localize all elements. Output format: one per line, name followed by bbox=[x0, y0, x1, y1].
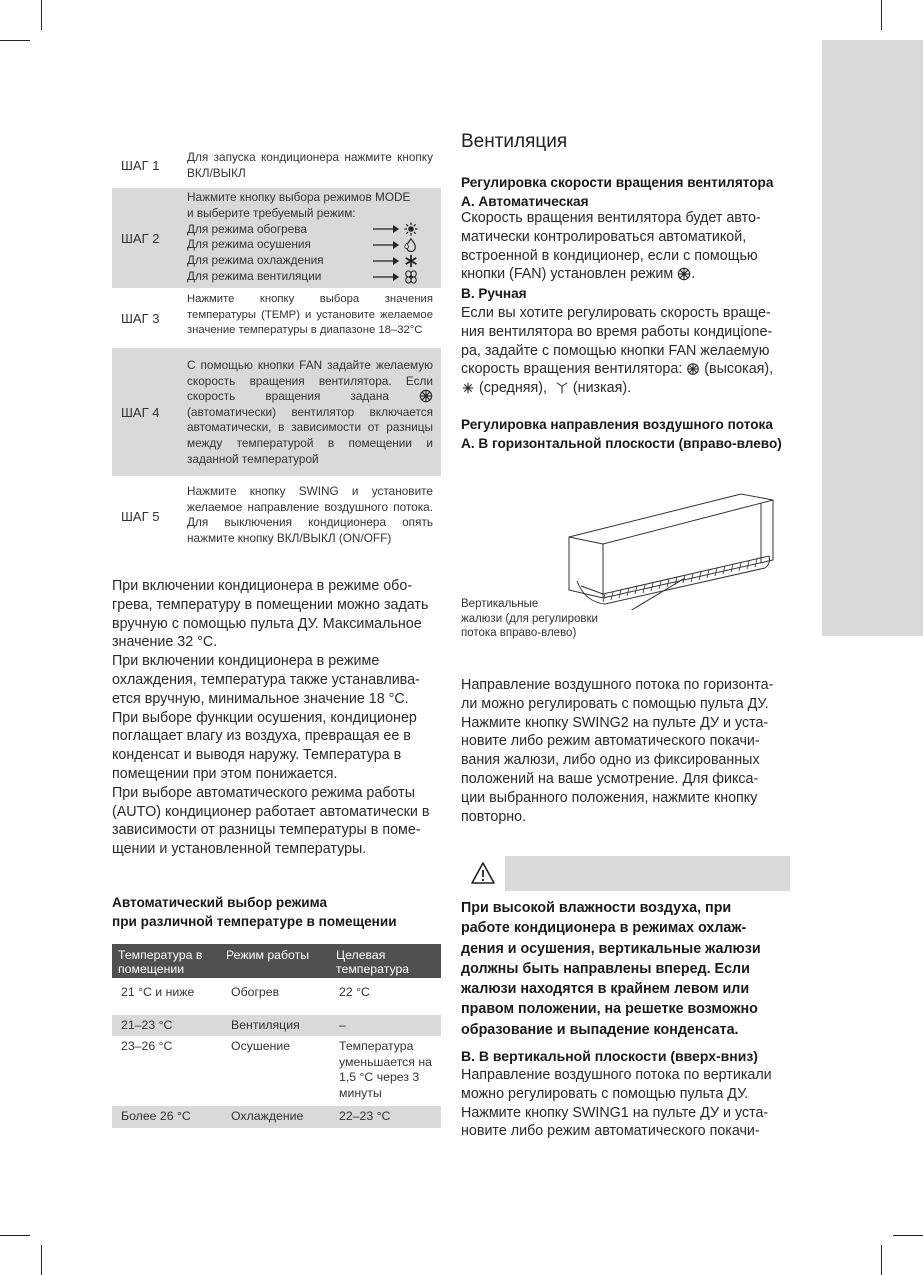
text-line: зависимости от разницы температуры в поме- bbox=[112, 822, 421, 839]
fan-auto-icon bbox=[677, 267, 691, 281]
step-row bbox=[112, 188, 441, 288]
table-cell: Обогрев bbox=[231, 985, 280, 999]
step-row bbox=[112, 288, 441, 348]
text-line: жалюзи находятся в крайнем левом или bbox=[461, 981, 750, 998]
fan-icon bbox=[403, 270, 419, 284]
table-cell: 22–23 °C bbox=[339, 1109, 391, 1123]
text-line: (AUTO) кондиционер работает автоматически в bbox=[112, 803, 430, 820]
crop-mark bbox=[881, 1245, 882, 1275]
direction-heading bbox=[461, 416, 782, 453]
heading-line: A. В горизонтальной плоскости (вправо-влево) bbox=[461, 435, 782, 451]
text-line: матически контролироваться автоматикой, bbox=[461, 228, 747, 245]
heading-line: Регулировка направления воздушного потока bbox=[461, 417, 773, 432]
heading-line: A. Автоматическая bbox=[461, 193, 589, 209]
step-label: ШАГ 1 bbox=[121, 157, 160, 173]
mode-line bbox=[187, 222, 433, 238]
text-line: ли можно регулировать с помощью пульта ДУ. bbox=[461, 695, 769, 712]
warning-bar bbox=[461, 856, 790, 891]
vertical-text bbox=[461, 1066, 801, 1141]
step-row bbox=[112, 476, 441, 556]
speed-low-label: (низкая). bbox=[572, 380, 632, 397]
text-line: значение 32 °C. bbox=[112, 634, 218, 651]
text-line: охлаждения, температура также устанавлива- bbox=[112, 671, 420, 688]
text-line: Нажмите кнопку SWING1 на пульте ДУ и уста- bbox=[461, 1104, 769, 1121]
header-cell: Температура в помещении bbox=[118, 948, 203, 976]
text-line: Скорость вращения вентилятора будет авто- bbox=[461, 210, 761, 226]
step-label: ШАГ 4 bbox=[121, 404, 160, 420]
crop-mark bbox=[41, 1245, 42, 1275]
table-cell: Более 26 °C bbox=[121, 1109, 191, 1123]
step-row bbox=[112, 142, 441, 188]
text-line: новите либо режим автоматического покачи- bbox=[461, 733, 760, 750]
header-cell: Режим работы bbox=[226, 948, 310, 962]
mode-text: Для режима вентиляции bbox=[187, 268, 322, 283]
snowflake-icon bbox=[403, 254, 419, 268]
text-line: образование и выпадение конденсата. bbox=[461, 1021, 739, 1038]
table-row bbox=[112, 1106, 441, 1128]
auto-fan-text bbox=[461, 209, 801, 284]
text-line: Направление воздушного потока по горизонта- bbox=[461, 677, 774, 693]
table-row bbox=[112, 1015, 441, 1036]
step-text: Нажмите кнопку SWING и установите желаемое направление воздушного потока. Для выключения кондиционера опять нажмите кнопку ВКЛ/ВЫКЛ (ON/OFF) bbox=[187, 484, 433, 545]
table-row bbox=[112, 978, 441, 1015]
step-text-part: С помощью кнопки FAN задайте желаемую скорость вращения вентилятора. Если скорость вращения задана bbox=[187, 358, 433, 404]
step-row bbox=[112, 348, 441, 476]
text-line: грева, температуру в помещении можно задать bbox=[112, 596, 429, 613]
warning-icon bbox=[470, 861, 496, 885]
text-line: можно регулировать с помощью пульта ДУ. bbox=[461, 1085, 749, 1102]
mode-text: Для режима обогрева bbox=[187, 221, 307, 236]
mode-text: Для режима охлаждения bbox=[187, 253, 324, 268]
arrow-icon bbox=[373, 272, 399, 282]
speed-mid-label: (средняя), bbox=[478, 380, 547, 397]
table-header bbox=[112, 944, 441, 978]
fan-medium-icon bbox=[461, 381, 475, 395]
text-line: повторно. bbox=[461, 808, 527, 825]
text-line: помещении при этом понижается. bbox=[112, 765, 338, 782]
table-cell: 21 °C и ниже bbox=[121, 985, 195, 999]
table-cell: Температура уменьшается на 1,5 °C через 3 минуты bbox=[339, 1039, 432, 1100]
text-line: новите либо режим автоматического покачи- bbox=[461, 1123, 760, 1140]
text-line: ции выбранного положения, нажмите кнопку bbox=[461, 789, 758, 806]
step-text bbox=[185, 348, 441, 476]
step-label: ШАГ 2 bbox=[121, 230, 160, 246]
table-cell: Осушение bbox=[231, 1039, 291, 1053]
vertical-title: B. В вертикальной плоскости (вверх-вниз) bbox=[461, 1048, 758, 1064]
mode-line bbox=[187, 269, 433, 285]
heading-line: Автоматический выбор режима bbox=[112, 895, 328, 910]
step-label: ШАГ 3 bbox=[121, 310, 160, 326]
table-cell: 21–23 °C bbox=[121, 1018, 173, 1032]
text-line: При выборе автоматического режима работы bbox=[112, 784, 415, 801]
step-text bbox=[185, 188, 441, 288]
table-cell: Вентиляция bbox=[231, 1018, 300, 1032]
caption-line: Вертикальные bbox=[461, 598, 539, 610]
text-line: ра, задайте с помощью кнопки FAN желаемую bbox=[461, 342, 770, 359]
text-line: работе кондиционера в режимах охлаж- bbox=[461, 920, 747, 937]
text-part: скорость вращения вентилятора: bbox=[461, 361, 683, 378]
caption-line: жалюзи (для регулировки bbox=[461, 612, 598, 625]
left-body-text bbox=[112, 577, 447, 859]
arrow-icon bbox=[373, 256, 399, 266]
arrow-icon bbox=[373, 224, 399, 234]
heading-line: при различной температуре в помещении bbox=[112, 913, 397, 929]
step-text: Для запуска кондиционера нажмите кнопку ВКЛ/ВЫКЛ bbox=[187, 150, 433, 180]
text-line bbox=[461, 379, 801, 398]
heading-line: Регулировка скорости вращения вентилятора bbox=[461, 175, 774, 190]
text-line: дения и осушения, вертикальные жалюзи bbox=[461, 940, 761, 957]
text-line: поглащает влагу из воздуха, превращая ее в bbox=[112, 728, 411, 745]
auto-mode-table bbox=[112, 944, 441, 1128]
manual-title: B. Ручная bbox=[461, 286, 527, 301]
section-title: Вентиляция bbox=[461, 131, 568, 152]
auto-mode-heading bbox=[112, 894, 397, 931]
text-line bbox=[461, 360, 801, 379]
crop-mark bbox=[41, 0, 42, 30]
text-line: правом положении, на решетке возможно bbox=[461, 1001, 758, 1018]
table-row bbox=[112, 1036, 441, 1106]
caption-line: потока вправо-влево) bbox=[461, 627, 577, 639]
speed-high-label: (высокая), bbox=[704, 361, 774, 378]
ac-unit-illustration bbox=[565, 490, 780, 610]
text-line: вручную с помощью пульта ДУ. Максимальное bbox=[112, 615, 422, 632]
text-line: При включении кондиционера в режиме обо- bbox=[112, 578, 413, 594]
table-cell: Охлаждение bbox=[231, 1109, 304, 1123]
crop-mark bbox=[881, 0, 882, 30]
sun-icon bbox=[403, 222, 419, 236]
text-line: встроенной в кондиционер, если с помощью bbox=[461, 247, 758, 264]
text-line: Если вы хотите регулировать скорость враще- bbox=[461, 305, 771, 321]
text-line: ния вентилятора во время работы кондицione- bbox=[461, 323, 773, 340]
warning-text bbox=[461, 898, 791, 1040]
step-label: ШАГ 5 bbox=[121, 508, 160, 524]
text-line: кнопки (FAN) установлен режим . bbox=[461, 266, 696, 283]
text-part: кнопки (FAN) установлен режим bbox=[461, 266, 674, 283]
fan-auto-icon bbox=[419, 389, 433, 403]
text-line: При выборе функции осушения, кондиционер bbox=[112, 709, 417, 726]
fan-heading bbox=[461, 174, 773, 211]
step-intro: и выберите требуемый режим: bbox=[187, 205, 356, 220]
warning-icon-box bbox=[461, 856, 505, 891]
crop-mark bbox=[0, 40, 30, 41]
mode-text: Для режима осушения bbox=[187, 237, 311, 252]
text-line: ется вручную, минимальное значение 18 °C. bbox=[112, 690, 409, 707]
header-cell: Целевая температура bbox=[336, 948, 410, 976]
manual-fan-text bbox=[461, 304, 801, 398]
crop-mark bbox=[0, 1235, 30, 1236]
text-line: должны быть направлены вперед. Если bbox=[461, 960, 750, 977]
mode-line bbox=[187, 253, 433, 269]
step-intro: Нажмите кнопку выбора режимов MODE bbox=[187, 190, 411, 204]
drop-icon bbox=[403, 238, 419, 252]
mode-line bbox=[187, 237, 433, 253]
side-tab bbox=[822, 40, 923, 636]
text-line: конденсат и выводя наружу. Температура в bbox=[112, 747, 402, 764]
fan-high-icon bbox=[686, 362, 700, 376]
table-cell: 22 °C bbox=[339, 985, 370, 999]
text-line: Нажмите кнопку SWING2 на пульте ДУ и уста- bbox=[461, 714, 769, 731]
crop-mark bbox=[893, 1235, 923, 1236]
fan-low-icon bbox=[555, 381, 569, 395]
text-line: Направление воздушного потока по вертикали bbox=[461, 1067, 772, 1083]
step-text: Нажмите кнопку выбора значения температуры (TEMP) и установите желаемое значение температуры в диапазоне 18–32°C bbox=[187, 293, 433, 337]
step-text-part: (автоматически) вентилятор включается автоматически, в зависимости от разницы между температурой в помещении и заданной температурой bbox=[187, 404, 433, 466]
text-line: положений на ваше усмотрение. Для фикса- bbox=[461, 770, 759, 787]
table-cell: – bbox=[339, 1018, 346, 1032]
louver-caption bbox=[461, 597, 598, 641]
arrow-icon bbox=[373, 240, 399, 250]
text-line: щении и установленной температуры. bbox=[112, 841, 367, 858]
text-line: вания жалюзи, либо одно из фиксированных bbox=[461, 752, 760, 769]
text-line: При включении кондиционера в режиме bbox=[112, 653, 380, 670]
text-line: При высокой влажности воздуха, при bbox=[461, 900, 732, 916]
steps-table bbox=[112, 142, 441, 556]
table-cell: 23–26 °C bbox=[121, 1039, 173, 1053]
horizontal-text bbox=[461, 676, 801, 826]
